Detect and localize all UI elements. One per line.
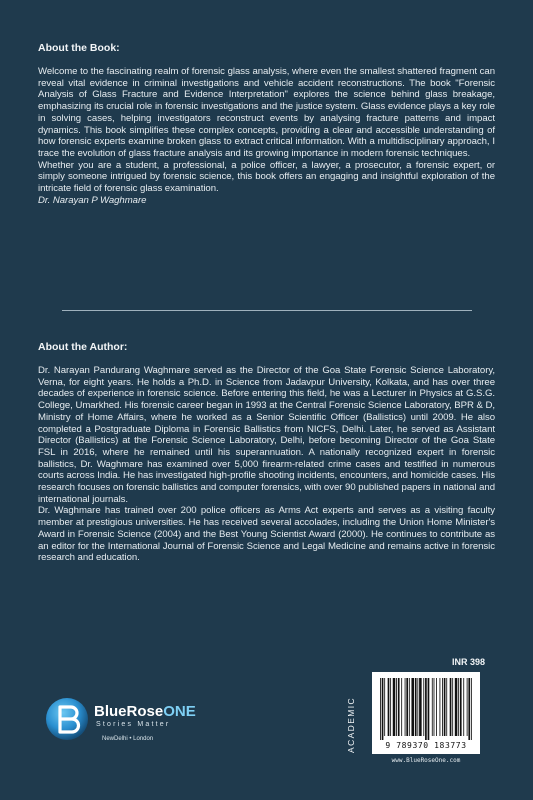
barcode-icon [378,678,474,740]
barcode-bar [428,678,430,740]
barcode-bar [468,678,470,740]
publisher-name [94,703,196,720]
barcode-bar [380,678,381,740]
barcode-bar [450,678,452,736]
about-book-paragraph-1: Welcome to the fascinating realm of forensic glass analysis, where even the smallest shattered fragment can reveal vital evidence in criminal investigations and vehicle accident reconstructions. The book "Forensic Analysis of Glass Fracture and Evidence Interpretation" explores the science behind glass breakage, emphasizing its crucial role in forensic investigations and the justice system. Glass evidence plays a key role in solving cases, helping investigators reconstruct events by analysing fracture patterns and impact dynamics. This book simplifies these complex concepts, providing a clear and accessible understanding of how forensic experts examine broken glass to extract critical information. With a multidisciplinary approach, I trace the evolution of glass fracture analysis and its growing importance in modern forensic techniques. [38,66,495,159]
category-label: ACADEMIC [346,696,356,753]
barcode-bar [409,678,410,736]
publisher-locations: NewDelhi • London [102,736,154,742]
publisher-name-part1: BlueRose [94,703,164,720]
barcode-bar [440,678,441,736]
isbn-number: 9 789370 183773 [385,741,467,750]
about-author-heading: About the Author: [38,341,128,353]
barcode-bar [393,678,396,736]
barcode-bar [411,678,414,736]
barcode-bar [458,678,459,736]
publisher-logo [44,696,254,746]
section-divider [62,310,472,311]
barcode-bar [460,678,462,736]
barcode-bar [417,678,418,736]
barcode-bar [452,678,453,736]
author-signature: Dr. Narayan P Waghmare [38,194,147,206]
bluerose-logo-icon [44,696,90,742]
barcode-bar [384,678,385,736]
about-book-paragraph-2: Whether you are a student, a professional, a police officer, a lawyer, a prosecutor, a forensic expert, or simply someone intrigued by forensic science, this book offers an engaging and insightful exploration of the intricate field of forensic glass examination. [38,159,495,195]
barcode-bar [419,678,422,736]
barcode-bar [415,678,417,736]
publisher-website: www.BlueRoseOne.com [391,757,461,764]
barcode-bar [455,678,458,736]
barcode-box [372,672,480,754]
publisher-name-part2: ONE [163,703,196,720]
barcode-bar [463,678,464,736]
barcode-bar [396,678,397,736]
barcode-bar [423,678,424,736]
about-book-heading: About the Book: [38,42,120,54]
barcode-bar [388,678,390,736]
barcode-bar [382,678,384,740]
barcode-bar [434,678,435,736]
barcode-bar [471,678,472,740]
barcode-bar [436,678,437,736]
about-author-section [38,365,495,564]
barcode-bar [444,678,446,736]
about-author-paragraph-1: Dr. Narayan Pandurang Waghmare served as the Director of the Goa State Forensic Science Laboratory, Verna, for eight years. He holds a Ph.D. in Science from Jadavpur University, Kolkata, and has over three decades of experience in forensic science. Before entering this field, he was a Lecturer in Physics at G.S.G. College, Umarkhed. His forensic career began in 1993 at the Central Forensic Science Laboratory, BPR & D, Ministry of Home Affairs, where he worked as a Senior Scientific Officer (Ballistics) until 2009. He also completed a Postgraduate Diploma in Forensic Ballistics from NICFS, Delhi. Later, he served as Assistant Director (Ballistics) at the Forensic Science Laboratory, Delhi, before becoming Director of the Goa State FSL in 2016, where he remained until his superannuation. A nationally recognized expert in forensic ballistics, Dr. Waghmare has examined over 5,000 firearm-related crime cases and testified in numerous courts across India. He has investigated high-profile shooting incidents, encounters, and homicide cases. His research focuses on forensic ballistics and computer forensics, with over 90 published papers in national and international journals. [38,365,495,505]
about-author-paragraph-2: Dr. Waghmare has trained over 200 police officers as Arms Act experts and serves as a visiting faculty member at prestigious universities. He has received several accolades, including the Union Home Minister's Award in Forensic Science (2004) and the Best Young Scientist Award (2000). He continues to contribute as an editor for the International Journal of Forensic Science and Legal Medicine and remains active in forensic research and education. [38,505,495,564]
price-label: INR 398 [452,657,486,667]
barcode-bar [467,678,468,736]
about-book-section [38,66,495,206]
barcode-bar [398,678,400,736]
barcode-bar [425,678,427,740]
barcode-bar [401,678,402,736]
barcode-bar [405,678,406,736]
publisher-tagline: Stories Matter [96,721,171,728]
barcode-bar [390,678,391,736]
barcode-bar [432,678,433,736]
barcode-bar [446,678,447,736]
barcode-bar [406,678,408,736]
barcode-bar [442,678,443,736]
